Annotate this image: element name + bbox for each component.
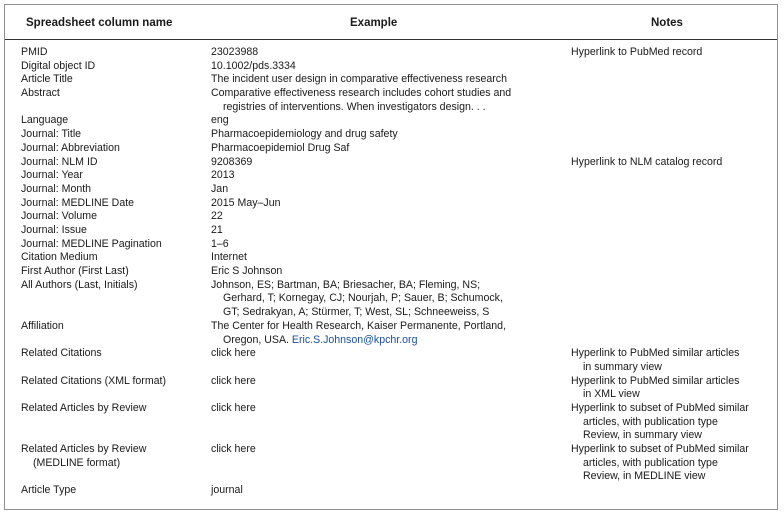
example-cell	[211, 60, 549, 74]
cell-text: Pharmacoepidemiology and drug safety	[211, 128, 398, 141]
notes-cell	[571, 347, 771, 374]
cell-text: 9208369	[211, 155, 253, 168]
column-name-cell	[21, 156, 206, 170]
table-row	[5, 251, 777, 265]
click-here-link[interactable]: click here	[211, 347, 256, 360]
cell-text: journal	[211, 484, 243, 497]
cell-text: registries of interventions. When investigators design. . .	[223, 100, 486, 113]
column-name-cell	[21, 142, 206, 156]
column-name-cell	[21, 224, 206, 238]
cell-text: Journal: Volume	[21, 210, 97, 223]
cell-text: Review, in MEDLINE view	[583, 470, 706, 483]
cell-text: Abstract	[21, 87, 60, 100]
table-row	[5, 224, 777, 238]
example-cell	[211, 128, 549, 142]
cell-text: 1–6	[211, 237, 229, 250]
column-name-cell	[21, 183, 206, 197]
column-name-cell	[21, 320, 206, 334]
example-cell	[211, 114, 549, 128]
cell-text: Hyperlink to PubMed record	[571, 46, 703, 58]
cell-text: 2015 May–Jun	[211, 196, 281, 209]
column-name-cell	[21, 169, 206, 183]
example-cell	[211, 443, 549, 457]
example-cell	[211, 210, 549, 224]
cell-text: (MEDLINE format)	[33, 456, 121, 469]
table-row	[5, 46, 777, 60]
table-row	[5, 375, 777, 402]
example-cell	[211, 197, 549, 211]
column-name-cell	[21, 265, 206, 279]
example-cell	[211, 87, 549, 114]
header-notes: Notes	[651, 17, 683, 29]
cell-text: Jan	[211, 182, 229, 195]
column-name-cell	[21, 279, 206, 293]
table-row	[5, 320, 777, 347]
notes-cell	[571, 46, 771, 60]
example-cell	[211, 279, 549, 320]
cell-text: articles, with publication type	[583, 415, 718, 428]
column-name-cell	[21, 60, 206, 74]
example-cell	[211, 484, 549, 498]
example-cell	[211, 251, 549, 265]
cell-text: Journal: MEDLINE Pagination	[21, 237, 162, 250]
cell-text: Internet	[211, 251, 247, 264]
cell-text: 2013	[211, 169, 235, 182]
notes-cell	[571, 443, 771, 484]
cell-text: Digital object ID	[21, 59, 96, 72]
table-header	[5, 5, 777, 40]
table-row	[5, 443, 777, 484]
column-name-cell	[21, 484, 206, 498]
table-row	[5, 210, 777, 224]
table-row	[5, 265, 777, 279]
table-row	[5, 128, 777, 142]
example-cell	[211, 238, 549, 252]
cell-text: 21	[211, 223, 223, 236]
cell-text: Hyperlink to subset of PubMed similar	[571, 443, 749, 456]
cell-text: Journal: Title	[21, 128, 82, 141]
cell-text: eng	[211, 114, 229, 127]
table-row	[5, 142, 777, 156]
cell-text: Article Type	[21, 484, 77, 497]
cell-text: Journal: Issue	[21, 223, 87, 236]
cell-text: Related Citations (XML format)	[21, 374, 167, 387]
example-cell	[211, 375, 549, 389]
column-name-cell	[21, 238, 206, 252]
column-name-cell	[21, 375, 206, 389]
example-cell	[211, 265, 549, 279]
cell-text: All Authors (Last, Initials)	[21, 278, 138, 291]
column-name-cell	[21, 114, 206, 128]
cell-text: Journal: Month	[21, 182, 92, 195]
cell-text: articles, with publication type	[583, 456, 718, 469]
column-name-cell	[21, 402, 206, 416]
column-name-cell	[21, 347, 206, 361]
cell-text: Oregon, USA. Eric.S.Johnson@kpchr.org	[223, 333, 418, 346]
cell-text: Eric S Johnson	[211, 265, 283, 278]
email-link[interactable]: Eric.S.Johnson@kpchr.org	[291, 333, 418, 346]
cell-text: Affiliation	[21, 319, 64, 332]
cell-text: Hyperlink to NLM catalog record	[571, 155, 723, 168]
cell-text: Citation Medium	[21, 251, 98, 264]
column-name-cell	[21, 443, 206, 470]
example-cell	[211, 142, 549, 156]
example-cell	[211, 402, 549, 416]
column-name-cell	[21, 251, 206, 265]
cell-text: GT; Sedrakyan, A; Stürmer, T; West, SL; Schneeweiss, S	[223, 306, 490, 319]
cell-text: First Author (First Last)	[21, 265, 129, 278]
table-row	[5, 114, 777, 128]
table-row	[5, 60, 777, 74]
table-row	[5, 347, 777, 374]
cell-text: Hyperlink to PubMed similar articles	[571, 347, 740, 360]
notes-cell	[571, 156, 771, 170]
example-cell	[211, 224, 549, 238]
table-row	[5, 484, 777, 498]
column-name-cell	[21, 87, 206, 101]
notes-cell	[571, 402, 771, 443]
cell-text: 10.1002/pds.3334	[211, 59, 296, 72]
cell-text: Related Citations	[21, 347, 102, 360]
table-row	[5, 197, 777, 211]
cell-text: Journal: NLM ID	[21, 155, 98, 168]
cell-text: 23023988	[211, 46, 259, 58]
example-cell	[211, 169, 549, 183]
example-cell	[211, 46, 549, 60]
cell-text: Gerhard, T; Kornegay, CJ; Nourjah, P; Sauer, B; Schumock,	[223, 292, 503, 305]
cell-text: Review, in summary view	[583, 429, 702, 442]
table-row	[5, 183, 777, 197]
column-name-cell	[21, 46, 206, 60]
cell-text: in summary view	[583, 360, 662, 373]
cell-text: Journal: MEDLINE Date	[21, 196, 135, 209]
click-here-link[interactable]: click here	[211, 401, 256, 414]
cell-text: Comparative effectiveness research includes cohort studies and	[211, 87, 512, 100]
cell-text: 22	[211, 210, 223, 223]
header-example: Example	[350, 17, 398, 29]
table-row	[5, 279, 777, 320]
cell-text: Article Title	[21, 73, 73, 86]
cell-text: Pharmacoepidemiol Drug Saf	[211, 141, 350, 154]
cell-text: Journal: Year	[21, 169, 83, 182]
cell-text: Language	[21, 114, 69, 127]
click-here-link[interactable]: click here	[211, 374, 256, 387]
cell-text: Hyperlink to PubMed similar articles	[571, 374, 740, 387]
notes-cell	[571, 375, 771, 402]
table-frame	[4, 4, 778, 510]
table-row	[5, 169, 777, 183]
table-row	[5, 87, 777, 114]
cell-text: Related Articles by Review	[21, 443, 147, 456]
table-row	[5, 402, 777, 443]
example-cell	[211, 347, 549, 361]
table-row	[5, 156, 777, 170]
header-column-name: Spreadsheet column name	[26, 17, 173, 29]
cell-text: Related Articles by Review	[21, 401, 147, 414]
cell-text: Journal: Abbreviation	[21, 141, 120, 154]
cell-text: The Center for Health Research, Kaiser Permanente, Portland,	[211, 319, 507, 332]
cell-text: Hyperlink to subset of PubMed similar	[571, 401, 749, 414]
column-name-cell	[21, 73, 206, 87]
table-body	[5, 46, 777, 498]
table-row	[5, 238, 777, 252]
column-name-cell	[21, 128, 206, 142]
example-cell	[211, 73, 549, 87]
cell-text: Johnson, ES; Bartman, BA; Briesacher, BA; Fleming, NS;	[211, 278, 481, 291]
example-cell	[211, 183, 549, 197]
example-cell	[211, 320, 549, 347]
column-name-cell	[21, 210, 206, 224]
cell-text: PMID	[21, 46, 48, 58]
table-row	[5, 73, 777, 87]
cell-text: in XML view	[583, 388, 640, 401]
column-name-cell	[21, 197, 206, 211]
click-here-link[interactable]: click here	[211, 443, 256, 456]
cell-text: The incident user design in comparative effectiveness research	[211, 73, 507, 86]
example-cell	[211, 156, 549, 170]
